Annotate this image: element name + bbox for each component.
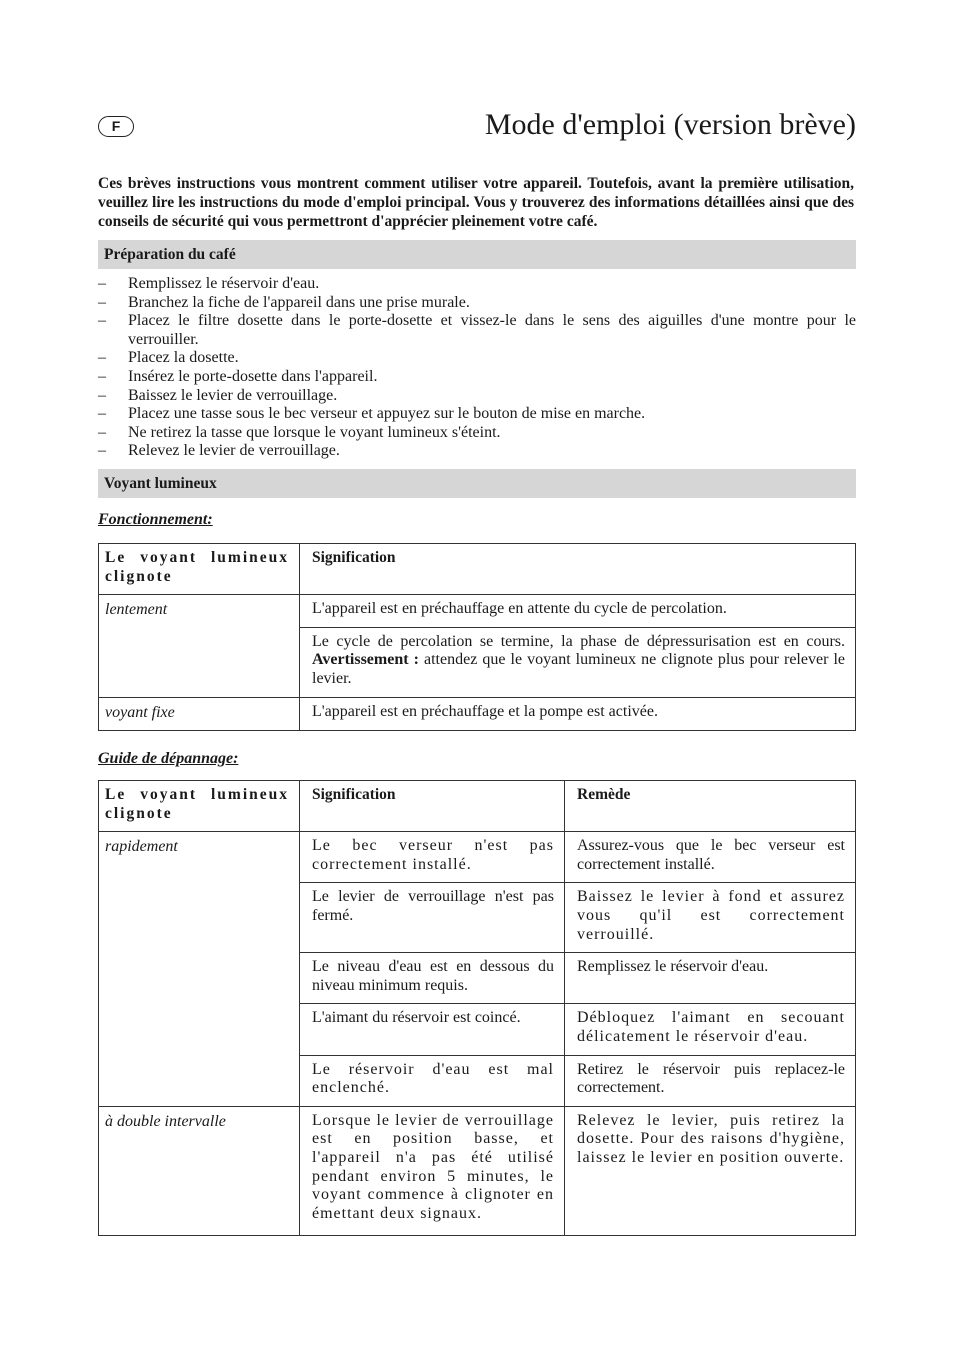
meaning-cell: Le réservoir d'eau est mal enclenché.	[300, 1055, 565, 1106]
list-item: – Placez le filtre dosette dans le porte-dosette et vissez-le dans le sens des aiguilles d'une montre pour le verrouiller.	[98, 312, 856, 348]
column-header-state: Le voyant lumineux clignote	[99, 544, 300, 595]
table-header-row	[99, 544, 856, 595]
preparation-steps-list	[98, 275, 856, 461]
state-cell-slow: lentement	[99, 595, 300, 697]
remedy-cell: Remplissez le réservoir d'eau.	[565, 953, 856, 1004]
meaning-cell: Lorsque le levier de verrouillage est en position basse, et l'appareil n'a pas été utilisé pendant environ 5 minutes, le voyant commence à clignoter en émettant deux signaux.	[300, 1106, 565, 1236]
meaning-cell: Le niveau d'eau est en dessous du niveau minimum requis.	[300, 953, 565, 1004]
list-item: – Branchez la fiche de l'appareil dans une prise murale.	[98, 293, 470, 311]
column-header-meaning: Signification	[300, 781, 565, 832]
column-header-state: Le voyant lumineux clignote	[99, 781, 300, 832]
list-item: – Remplissez le réservoir d'eau.	[98, 275, 320, 292]
list-item: – Placez une tasse sous le bec verseur et appuyez sur le bouton de mise en marche.	[98, 405, 646, 423]
remedy-cell: Retirez le réservoir puis replacez-le correctement.	[565, 1055, 856, 1106]
meaning-cell: L'aimant du réservoir est coincé.	[300, 1004, 565, 1055]
table-header-row	[99, 781, 856, 832]
meaning-cell: Le bec verseur n'est pas correctement installé.	[300, 832, 565, 883]
state-cell-fixed: voyant fixe	[99, 697, 300, 731]
list-item: – Placez la dosette.	[98, 349, 239, 367]
list-item: – Insérez le porte-dosette dans l'appareil.	[98, 367, 378, 385]
page-title: Mode d'emploi (version brève)	[484, 108, 856, 141]
table-row	[99, 595, 856, 628]
list-item: – Ne retirez la tasse que lorsque le voyant lumineux s'éteint.	[98, 423, 501, 441]
section-heading-preparation: Préparation du café	[98, 240, 856, 269]
remedy-cell: Relevez le levier, puis retirez la dosette. Pour des raisons d'hygiène, laissez le levier en position ouverte.	[565, 1106, 856, 1236]
column-header-remedy: Remède	[565, 781, 856, 832]
table-row	[99, 1106, 856, 1236]
warning-label: Avertissement :	[312, 651, 419, 669]
remedy-cell: Baissez le levier à fond et assurez vous qu'il est correctement verrouillé.	[565, 883, 856, 953]
list-item: – Relevez le levier de verrouillage.	[98, 442, 340, 460]
table-row	[99, 832, 856, 883]
troubleshooting-subtitle: Guide de dépannage:	[98, 750, 239, 767]
state-cell-double: à double intervalle	[99, 1106, 300, 1236]
section-heading-indicator: Voyant lumineux	[98, 469, 856, 498]
meaning-cell: Le cycle de percolation se termine, la phase de dépressurisation est en cours. Avertissement : attendez que le voyant lumineux ne clignote plus pour relever le levier.	[300, 627, 856, 697]
intro-paragraph: Ces brèves instructions vous montrent comment utiliser votre appareil. Toutefois, avant la première utilisation, veuillez lire les instructions du mode d'emploi principal. Vous y trouverez des informations détaillées ainsi que des conseils de sécurité qui vous permettront d'apprécier pleinement votre café.	[98, 175, 854, 230]
column-header-meaning: Signification	[300, 544, 856, 595]
remedy-cell: Assurez-vous que le bec verseur est correctement installé.	[565, 832, 856, 883]
language-badge: F	[98, 116, 134, 137]
table-row	[99, 697, 856, 731]
meaning-cell: L'appareil est en préchauffage en attente du cycle de percolation.	[300, 595, 856, 628]
meaning-cell: L'appareil est en préchauffage et la pompe est activée.	[300, 697, 856, 731]
operation-subtitle: Fonctionnement:	[98, 511, 213, 528]
remedy-cell: Débloquez l'aimant en secouant délicatement le réservoir d'eau.	[565, 1004, 856, 1055]
meaning-cell: Le levier de verrouillage n'est pas fermé.	[300, 883, 565, 953]
troubleshooting-table	[98, 780, 856, 1236]
list-item: – Baissez le levier de verrouillage.	[98, 386, 338, 404]
operation-table	[98, 543, 856, 731]
state-cell-fast: rapidement	[99, 832, 300, 1107]
